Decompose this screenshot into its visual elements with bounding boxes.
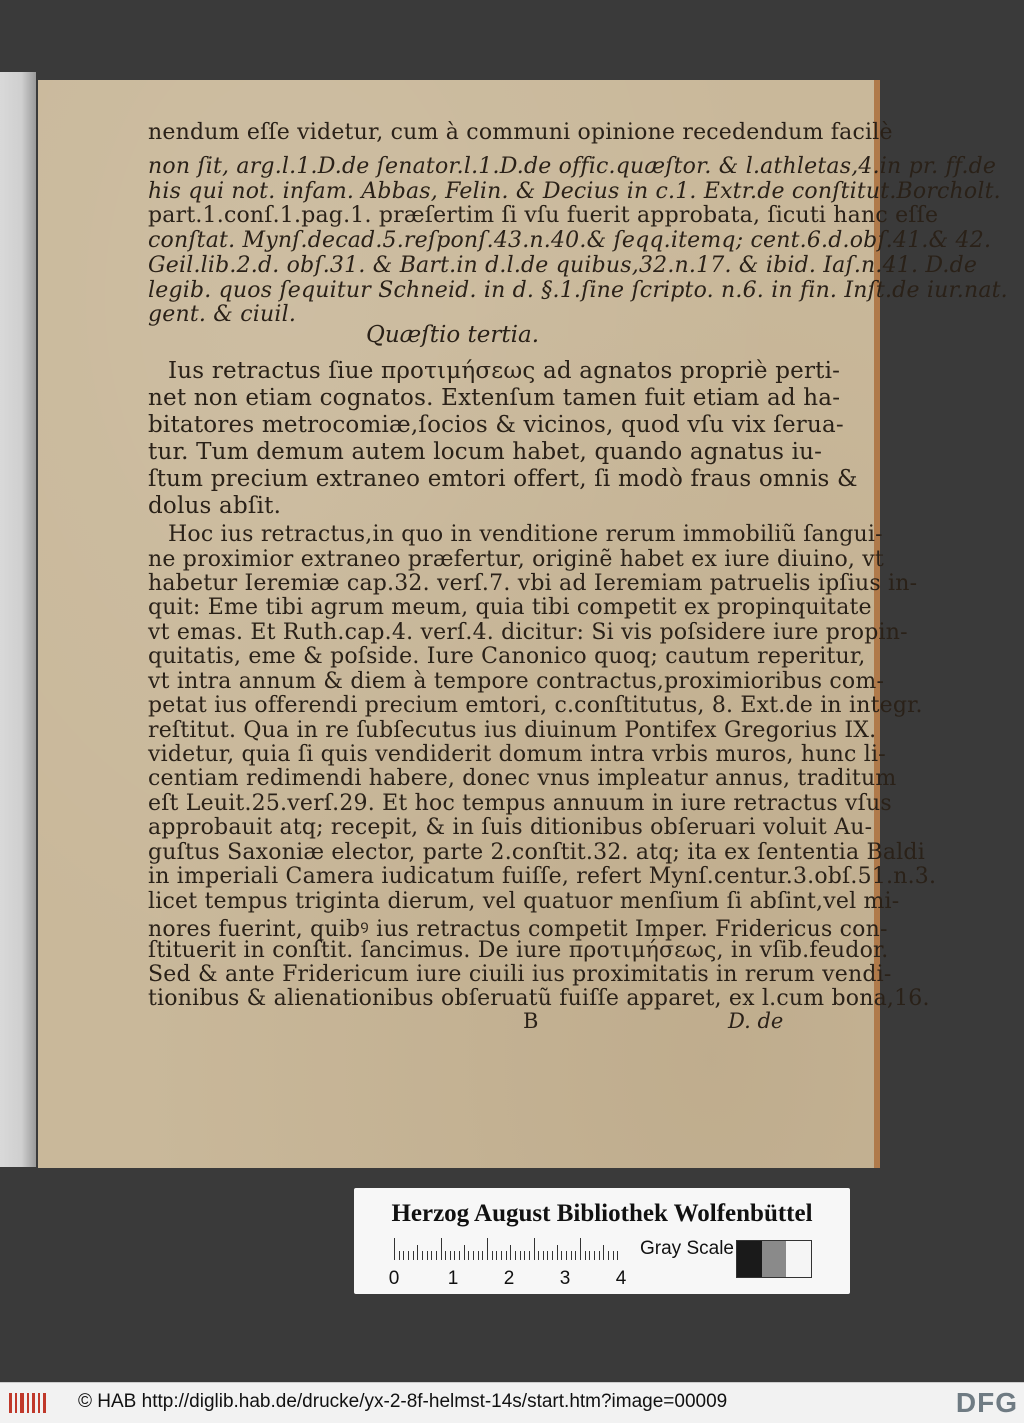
ruler-tick <box>515 1251 516 1260</box>
ruler-tick <box>552 1251 553 1260</box>
text-line: reſtitut. Qua in re ſubſecutus ius diuinum Pontifex Gregorius IX. <box>148 718 877 743</box>
ruler-tick <box>566 1251 567 1260</box>
ruler-tick <box>399 1251 400 1260</box>
text-line: guſtus Saxoniæ elector, parte 2.conſtit.32. atq; ita ex ſententia Baldi <box>148 840 925 865</box>
ruler-tick <box>482 1251 483 1260</box>
measurement-ruler <box>384 1238 634 1260</box>
ruler-tick <box>450 1251 451 1260</box>
ruler-tick <box>561 1251 562 1260</box>
ruler-tick <box>445 1251 446 1260</box>
ruler-tick <box>617 1251 618 1260</box>
text-line: Sed & ante Fridericum iure ciuili ius proximitatis in rerum vendi- <box>148 962 892 987</box>
ruler-tick <box>492 1251 493 1260</box>
ruler-tick <box>468 1251 469 1260</box>
ruler-number: 1 <box>447 1268 459 1289</box>
ruler-tick <box>524 1251 525 1260</box>
ruler-tick <box>506 1251 507 1260</box>
ruler-tick <box>510 1245 511 1260</box>
ruler-tick <box>478 1251 479 1260</box>
ruler-tick <box>473 1251 474 1260</box>
ruler-tick <box>487 1238 488 1260</box>
ruler-tick <box>538 1251 539 1260</box>
text-line: part.1.conſ.1.pag.1. præſertim ſi vſu fuerit approbata, ſicuti hanc eſſe <box>148 203 939 228</box>
ruler-tick <box>580 1238 581 1260</box>
ruler-tick <box>599 1251 600 1260</box>
text-line: licet tempus triginta dierum, vel quatuor menſium ſi abſint,vel mi- <box>148 889 900 914</box>
ruler-tick <box>413 1251 414 1260</box>
ruler-tick <box>543 1251 544 1260</box>
text-line: quit: Eme tibi agrum meum, quia tibi competit ex propinquitate <box>148 595 872 620</box>
text-line: conſtat. Mynſ.decad.5.reſponſ.43.n.40.& ſeqq.itemq; cent.6.d.obſ.41.& 42. <box>148 228 992 253</box>
text-line: gent. & ciuil. <box>148 302 297 327</box>
ruler-tick <box>464 1245 465 1260</box>
text-line: ſtum precium extraneo emtori offert, ſi modò fraus omnis & <box>148 466 858 492</box>
ruler-number: 4 <box>615 1268 627 1289</box>
ruler-tick <box>529 1251 530 1260</box>
ruler-tick <box>520 1251 521 1260</box>
ruler-tick <box>534 1238 535 1260</box>
ruler-number: 0 <box>388 1268 400 1289</box>
text-line: videtur, quia ſi quis vendiderit domum intra vrbis muros, hunc li- <box>148 742 886 767</box>
text-line: centiam redimendi habere, donec vnus impleatur annus, traditum <box>148 766 897 791</box>
text-line: Geil.lib.2.d. obſ.31. & Bart.in d.l.de quibus,32.n.17. & ibid. Iaſ.n.41. D.de <box>148 253 978 278</box>
text-line: vt intra annum & diem à tempore contractus,proximioribus com- <box>148 669 885 694</box>
ruler-tick <box>603 1245 604 1260</box>
ruler-tick <box>575 1251 576 1260</box>
ruler-tick <box>422 1251 423 1260</box>
ruler-tick <box>436 1251 437 1260</box>
ruler-tick <box>547 1251 548 1260</box>
text-line: Ius retractus ſiue προτιμήσεως ad agnatos propriè perti- <box>168 358 841 384</box>
ruler-tick <box>441 1238 442 1260</box>
text-line: in imperiali Camera iudicatum fuiſſe, refert Mynſ.centur.3.obſ.51.n.3. <box>148 864 937 889</box>
section-heading: Quæſtio tertia. <box>366 322 540 348</box>
ruler-tick <box>501 1251 502 1260</box>
text-line: dolus abſit. <box>148 493 282 519</box>
text-line: eſt Leuit.25.verſ.29. Et hoc tempus annuum in iure retractus vſus <box>148 791 892 816</box>
ruler-tick <box>608 1251 609 1260</box>
ruler-tick <box>496 1251 497 1260</box>
document-page <box>38 80 1008 1168</box>
ruler-number: 2 <box>503 1268 515 1289</box>
ruler-tick <box>557 1245 558 1260</box>
text-line: Hoc ius retractus,in quo in venditione rerum immobiliũ ſangui- <box>168 522 883 547</box>
ruler-tick <box>408 1251 409 1260</box>
text-line: his qui not. infam. Abbas, Felin. & Decius in c.1. Extr.de conſtitut.Borcholt. <box>148 179 1001 204</box>
gray-scale-label: Gray Scale <box>640 1238 734 1259</box>
dfg-logo: DFG <box>955 1387 1018 1418</box>
gray-swatch-dark <box>737 1241 762 1277</box>
text-line: tur. Tum demum autem locum habet, quando agnatus iu- <box>148 439 823 465</box>
text-line: petat ius offerendi precium emtori, c.conſtitutus, 8. Ext.de in integr. <box>148 693 923 718</box>
gray-swatch-light <box>786 1241 811 1277</box>
text-line: net non etiam cognatos. Extenſum tamen fuit etiam ad ha- <box>148 385 841 411</box>
ruler-tick <box>571 1251 572 1260</box>
ruler-tick <box>417 1245 418 1260</box>
text-line: habetur Ieremiæ cap.32. verſ.7. vbi ad Ieremiam patruelis ipſius in- <box>148 571 918 596</box>
library-label-card <box>354 1188 850 1294</box>
text-line: legib. quos ſequitur Schneid. in d. §.1.ſine ſcripto. n.6. in fin. Inſt.de iur.nat. <box>148 278 1008 303</box>
ruler-tick <box>431 1251 432 1260</box>
gray-swatch-mid <box>762 1241 787 1277</box>
gray-scale-swatch <box>736 1240 812 1278</box>
text-line: non ſit, arg.l.1.D.de ſenator.l.1.D.de offic.quæſtor. & l.athletas,4.in pr. ff.de <box>148 154 997 179</box>
text-line: ne proximior extraneo præfertur, originẽ habet ex iure diuino, vt <box>148 547 884 572</box>
ruler-tick <box>394 1238 395 1260</box>
ruler-tick <box>585 1251 586 1260</box>
text-line: tionibus & alienationibus obſeruatũ fuiſſe apparet, ex l.cum bona,16. <box>148 986 930 1011</box>
text-line: nendum eſſe videtur, cum à communi opinione recedendum facilè <box>148 120 893 145</box>
ruler-tick <box>459 1251 460 1260</box>
ruler-tick <box>403 1251 404 1260</box>
library-name: Herzog August Bibliothek Wolfenbüttel <box>391 1200 813 1227</box>
text-line: nores fuerint, quibꝰ ius retractus competit Imper. Fridericus con- <box>148 917 888 942</box>
catchword: D. de <box>728 1009 784 1033</box>
signature-mark: B <box>523 1009 539 1033</box>
footer-bar <box>0 1382 1024 1423</box>
text-line: ſtituerit in conſtit. ſancimus. De iure προτιμήσεως, in vſib.feudor. <box>148 938 889 963</box>
text-line: bitatores metrocomiæ,ſocios & vicinos, quod vſu vix ſerua- <box>148 412 844 438</box>
ruler-tick <box>454 1251 455 1260</box>
ruler-number: 3 <box>559 1268 571 1289</box>
source-url[interactable]: © HAB http://diglib.hab.de/drucke/yx-2-8f-helmst-14s/start.htm?image=00009 <box>78 1391 728 1412</box>
text-line: quitatis, eme & poſside. Iure Canonico quoq; cautum reperitur, <box>148 644 866 669</box>
barcode-logo-icon <box>8 1391 48 1415</box>
adjacent-page-edge <box>0 72 36 1167</box>
ruler-tick <box>594 1251 595 1260</box>
ruler-tick <box>427 1251 428 1260</box>
ruler-tick <box>613 1251 614 1260</box>
text-line: vt emas. Et Ruth.cap.4. verſ.4. dicitur: Si vis poſsidere iure propin- <box>148 620 908 645</box>
text-line: approbauit atq; recepit, & in ſuis ditionibus obſeruari voluit Au- <box>148 815 873 840</box>
ruler-tick <box>589 1251 590 1260</box>
